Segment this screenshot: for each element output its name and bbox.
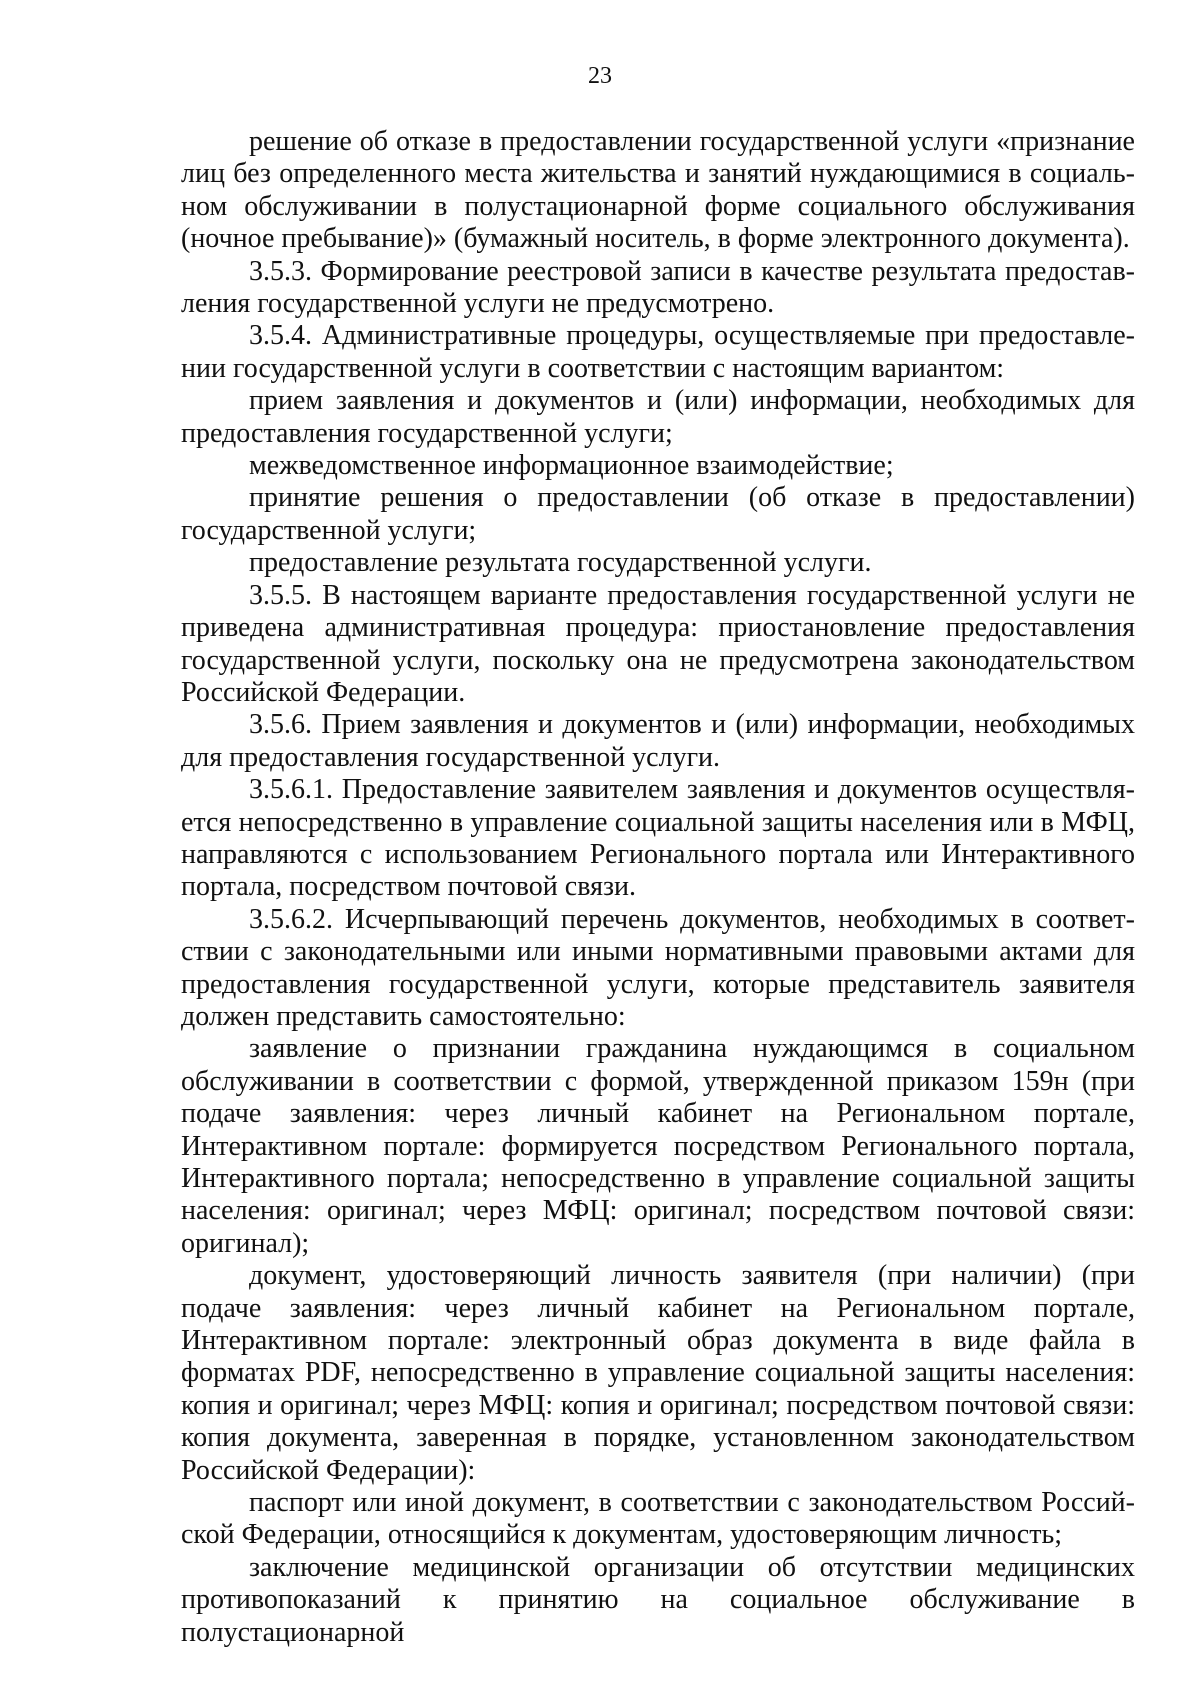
paragraph-3-5-3: 3.5.3. Формирование реестровой записи в качестве результата предоставления государственной услуги не предусмотрено. [181, 255, 1135, 320]
paragraph-3-5-6: 3.5.6. Прием заявления и документов и (или) информации, необходимых для предоставления государственной услуги. [181, 709, 1135, 773]
page-number: 23 [588, 63, 612, 89]
list-item-passport: паспорт или иной документ, в соответствии с законодательством Российской Федерации, относящийся к документам, удостоверяющим личность; [181, 1487, 1135, 1551]
paragraph-result-refusal: решение об отказе в предоставлении государственной услуги «признание лиц без определенного места жительства и занятий нуждающимися в социальном обслуживании в полустационарной форме социального обслуживания (ночное пребывание)» (бумажный носитель, в форме электронного документа). [181, 126, 1135, 255]
document-body [181, 126, 1135, 1649]
list-item-decision: принятие решения о предоставлении (об отказе в предоставлении) государственной услуги; [181, 482, 1135, 546]
list-item-receiving-application: прием заявления и документов и (или) информации, необходимых для предоставления государственной услуги; [181, 385, 1135, 449]
paragraph-3-5-5: 3.5.5. В настоящем варианте предоставления государственной услуги не приведена административная процедура: приостановление предоставления государственной услуги, поскольку она не предусмотрена законодательством Российской Федерации. [181, 579, 1135, 708]
paragraph-3-5-4: 3.5.4. Административные процедуры, осуществляемые при предоставлении государственной услуги в соответствии с настоящим вариантом: [181, 320, 1135, 384]
list-item-application-form: заявление о признании гражданина нуждающимся в социальном обслуживании в соответствии с формой, утвержденной приказом 159н (при подаче заявления: через личный кабинет на Региональном портале, Интерактивном портале: формируется посредством Регионального портала, Интерактивного портала; непосредственно в управление социальной защиты населения: оригинал; через МФЦ: оригинал; посредством почтовой связи: оригинал); [181, 1033, 1135, 1259]
paragraph-3-5-6-1: 3.5.6.1. Предоставление заявителем заявления и документов осуществляется непосредственно в управление социальной защиты населения или в МФЦ, направляются с использованием Регионального портала или Интерактивного портала, посредством почтовой связи. [181, 774, 1135, 903]
paragraph-3-5-6-2: 3.5.6.2. Исчерпывающий перечень документов, необходимых в соответствии с законодательными или иными нормативными правовыми актами для предоставления государственной услуги, которые представитель заявителя должен представить самостоятельно: [181, 903, 1135, 1032]
list-item-interagency: межведомственное информационное взаимодействие; [249, 450, 894, 482]
list-item-identity-document: документ, удостоверяющий личность заявителя (при наличии) (при подаче заявления: через личный кабинет на Региональном портале, Интерактивном портале: электронный образ документа в виде файла в форматах PDF, непосредственно в управление социальной защиты населения: копия и оригинал; через МФЦ: копия и оригинал; посредством почтовой связи: копия документа, заверенная в порядке, установленном законодательством Российской Федерации): [181, 1260, 1135, 1486]
list-item-medical-conclusion: заключение медицинской организации об отсутствии медицинских противопоказаний к принятию на социальное обслуживание в полустационарной [181, 1551, 1135, 1648]
list-item-result-provision: предоставление результата государственной услуги. [249, 547, 872, 579]
